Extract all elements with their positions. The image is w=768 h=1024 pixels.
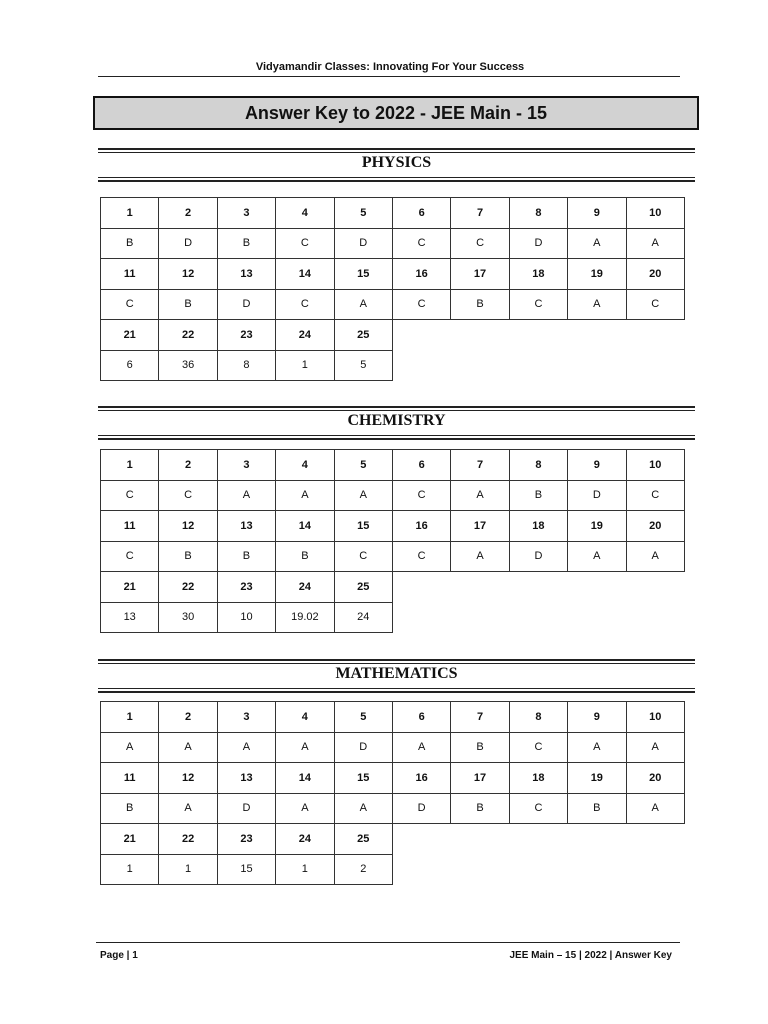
question-number-cell: 1: [101, 198, 159, 229]
question-number-cell: 23: [217, 320, 275, 351]
answer-cell: D: [392, 793, 450, 824]
answer-row: [101, 480, 685, 511]
answer-row: [101, 602, 685, 633]
answer-cell: A: [334, 793, 392, 824]
empty-cell: [568, 602, 626, 633]
question-number-cell: 8: [509, 702, 567, 733]
question-number-cell: 15: [334, 763, 392, 794]
question-number-cell: 14: [276, 259, 334, 290]
answer-row: [101, 732, 685, 763]
answer-cell: D: [334, 228, 392, 259]
section-header-mathematics: [98, 659, 695, 693]
empty-cell: [568, 572, 626, 603]
answer-cell: D: [217, 793, 275, 824]
question-number-cell: 21: [101, 824, 159, 855]
question-number-cell: 10: [626, 450, 684, 481]
answer-cell: B: [568, 793, 626, 824]
answer-cell: A: [568, 541, 626, 572]
section-header-chemistry: [98, 406, 695, 440]
answer-row: [101, 228, 685, 259]
answer-cell: 1: [159, 854, 217, 885]
question-number-row: [101, 511, 685, 542]
question-number-cell: 10: [626, 702, 684, 733]
answer-cell: D: [159, 228, 217, 259]
question-number-cell: 25: [334, 824, 392, 855]
answer-cell: 19.02: [276, 602, 334, 633]
question-number-cell: 12: [159, 259, 217, 290]
question-number-cell: 6: [392, 450, 450, 481]
question-number-cell: 11: [101, 511, 159, 542]
answer-cell: C: [509, 289, 567, 320]
answer-cell: A: [626, 793, 684, 824]
question-number-cell: 17: [451, 763, 509, 794]
answer-cell: B: [451, 289, 509, 320]
answer-cell: C: [276, 228, 334, 259]
question-number-cell: 3: [217, 702, 275, 733]
question-number-cell: 8: [509, 198, 567, 229]
answer-cell: C: [509, 793, 567, 824]
answer-cell: 36: [159, 350, 217, 381]
empty-cell: [392, 824, 450, 855]
answer-cell: C: [509, 732, 567, 763]
question-number-cell: 1: [101, 702, 159, 733]
answer-cell: 1: [276, 350, 334, 381]
answer-cell: D: [509, 228, 567, 259]
empty-cell: [392, 602, 450, 633]
answer-cell: A: [334, 289, 392, 320]
question-number-cell: 12: [159, 763, 217, 794]
question-number-cell: 23: [217, 824, 275, 855]
page-number: Page | 1: [100, 950, 138, 961]
question-number-cell: 18: [509, 763, 567, 794]
answer-cell: A: [101, 732, 159, 763]
question-number-cell: 12: [159, 511, 217, 542]
empty-cell: [451, 602, 509, 633]
answer-cell: D: [509, 541, 567, 572]
question-number-cell: 7: [451, 450, 509, 481]
question-number-cell: 13: [217, 259, 275, 290]
question-number-cell: 21: [101, 572, 159, 603]
answer-row: [101, 793, 685, 824]
question-number-cell: 6: [392, 198, 450, 229]
empty-cell: [626, 602, 684, 633]
question-number-row: [101, 572, 685, 603]
empty-cell: [392, 854, 450, 885]
empty-cell: [392, 350, 450, 381]
answer-row: [101, 854, 685, 885]
answer-cell: D: [568, 480, 626, 511]
question-number-cell: 16: [392, 511, 450, 542]
question-number-cell: 5: [334, 450, 392, 481]
question-number-cell: 24: [276, 824, 334, 855]
footer-doc-label: JEE Main – 15 | 2022 | Answer Key: [509, 950, 672, 961]
answer-cell: B: [276, 541, 334, 572]
empty-cell: [509, 572, 567, 603]
physics-answer-table: [100, 197, 685, 381]
question-number-cell: 25: [334, 320, 392, 351]
header-divider: [98, 76, 680, 77]
mathematics-answer-table: [100, 701, 685, 885]
question-number-row: [101, 259, 685, 290]
question-number-cell: 20: [626, 763, 684, 794]
answer-cell: A: [568, 289, 626, 320]
empty-cell: [509, 602, 567, 633]
question-number-cell: 25: [334, 572, 392, 603]
answer-cell: A: [451, 541, 509, 572]
answer-cell: C: [392, 541, 450, 572]
answer-cell: A: [276, 793, 334, 824]
section-header-physics: [98, 148, 695, 182]
question-number-cell: 21: [101, 320, 159, 351]
chemistry-answer-table: [100, 449, 685, 633]
question-number-cell: 18: [509, 511, 567, 542]
answer-cell: A: [276, 480, 334, 511]
section-rule: [98, 406, 695, 411]
answer-cell: B: [217, 228, 275, 259]
section-rule: [98, 688, 695, 693]
question-number-row: [101, 198, 685, 229]
empty-cell: [568, 350, 626, 381]
answer-cell: A: [217, 480, 275, 511]
answer-cell: 13: [101, 602, 159, 633]
answer-cell: C: [334, 541, 392, 572]
answer-cell: 1: [101, 854, 159, 885]
answer-cell: C: [392, 480, 450, 511]
answer-cell: C: [101, 480, 159, 511]
answer-cell: 2: [334, 854, 392, 885]
empty-cell: [451, 854, 509, 885]
question-number-cell: 2: [159, 702, 217, 733]
question-number-cell: 13: [217, 511, 275, 542]
answer-cell: C: [101, 289, 159, 320]
section-title: MATHEMATICS: [335, 665, 458, 682]
question-number-cell: 10: [626, 198, 684, 229]
answer-cell: A: [626, 732, 684, 763]
answer-cell: B: [101, 228, 159, 259]
empty-cell: [568, 824, 626, 855]
question-number-cell: 4: [276, 450, 334, 481]
answer-cell: B: [159, 541, 217, 572]
question-number-cell: 3: [217, 450, 275, 481]
answer-cell: 6: [101, 350, 159, 381]
question-number-cell: 14: [276, 511, 334, 542]
empty-cell: [451, 572, 509, 603]
answer-cell: C: [626, 480, 684, 511]
question-number-row: [101, 824, 685, 855]
answer-cell: C: [626, 289, 684, 320]
question-number-cell: 2: [159, 450, 217, 481]
answer-cell: A: [276, 732, 334, 763]
answer-cell: 30: [159, 602, 217, 633]
empty-cell: [626, 854, 684, 885]
answer-cell: 24: [334, 602, 392, 633]
question-number-cell: 22: [159, 824, 217, 855]
empty-cell: [392, 320, 450, 351]
question-number-row: [101, 702, 685, 733]
section-rule: [98, 659, 695, 664]
answer-cell: C: [392, 228, 450, 259]
empty-cell: [509, 824, 567, 855]
question-number-cell: 9: [568, 450, 626, 481]
question-number-cell: 15: [334, 511, 392, 542]
answer-cell: B: [509, 480, 567, 511]
question-number-row: [101, 763, 685, 794]
question-number-cell: 7: [451, 702, 509, 733]
answer-cell: B: [451, 732, 509, 763]
answer-cell: A: [392, 732, 450, 763]
question-number-cell: 23: [217, 572, 275, 603]
empty-cell: [626, 350, 684, 381]
answer-cell: B: [217, 541, 275, 572]
question-number-cell: 17: [451, 259, 509, 290]
empty-cell: [626, 824, 684, 855]
answer-cell: C: [392, 289, 450, 320]
question-number-cell: 9: [568, 702, 626, 733]
answer-cell: B: [101, 793, 159, 824]
empty-cell: [568, 854, 626, 885]
answer-cell: A: [626, 541, 684, 572]
answer-cell: C: [159, 480, 217, 511]
answer-cell: A: [159, 732, 217, 763]
question-number-cell: 19: [568, 259, 626, 290]
document-title: Answer Key to 2022 - JEE Main - 15: [93, 96, 699, 130]
empty-cell: [392, 572, 450, 603]
question-number-cell: 18: [509, 259, 567, 290]
empty-cell: [626, 320, 684, 351]
empty-cell: [509, 350, 567, 381]
answer-cell: A: [159, 793, 217, 824]
question-number-cell: 7: [451, 198, 509, 229]
question-number-cell: 16: [392, 763, 450, 794]
answer-cell: A: [334, 480, 392, 511]
empty-cell: [568, 320, 626, 351]
question-number-cell: 14: [276, 763, 334, 794]
section-rule: [98, 177, 695, 182]
page-header: Vidyamandir Classes: Innovating For Your Success: [255, 61, 525, 73]
question-number-cell: 2: [159, 198, 217, 229]
answer-cell: B: [451, 793, 509, 824]
question-number-cell: 24: [276, 320, 334, 351]
question-number-cell: 19: [568, 511, 626, 542]
answer-row: [101, 350, 685, 381]
empty-cell: [451, 350, 509, 381]
question-number-cell: 5: [334, 198, 392, 229]
question-number-cell: 20: [626, 511, 684, 542]
empty-cell: [509, 854, 567, 885]
answer-cell: D: [217, 289, 275, 320]
question-number-cell: 5: [334, 702, 392, 733]
empty-cell: [626, 572, 684, 603]
answer-cell: A: [568, 732, 626, 763]
question-number-row: [101, 450, 685, 481]
answer-cell: A: [451, 480, 509, 511]
question-number-cell: 6: [392, 702, 450, 733]
section-rule: [98, 435, 695, 440]
answer-row: [101, 289, 685, 320]
footer-divider: [96, 942, 680, 943]
question-number-cell: 16: [392, 259, 450, 290]
question-number-cell: 11: [101, 763, 159, 794]
answer-cell: B: [159, 289, 217, 320]
answer-cell: A: [568, 228, 626, 259]
empty-cell: [509, 320, 567, 351]
question-number-cell: 4: [276, 702, 334, 733]
answer-cell: C: [451, 228, 509, 259]
section-title: CHEMISTRY: [347, 412, 446, 429]
question-number-cell: 24: [276, 572, 334, 603]
empty-cell: [451, 320, 509, 351]
answer-cell: 5: [334, 350, 392, 381]
section-title: PHYSICS: [361, 154, 432, 171]
question-number-cell: 22: [159, 320, 217, 351]
answer-cell: C: [101, 541, 159, 572]
empty-cell: [451, 824, 509, 855]
answer-cell: A: [626, 228, 684, 259]
question-number-cell: 20: [626, 259, 684, 290]
question-number-row: [101, 320, 685, 351]
question-number-cell: 8: [509, 450, 567, 481]
question-number-cell: 1: [101, 450, 159, 481]
answer-cell: 1: [276, 854, 334, 885]
section-rule: [98, 148, 695, 153]
answer-cell: 8: [217, 350, 275, 381]
question-number-cell: 11: [101, 259, 159, 290]
answer-cell: C: [276, 289, 334, 320]
question-number-cell: 15: [334, 259, 392, 290]
question-number-cell: 13: [217, 763, 275, 794]
question-number-cell: 4: [276, 198, 334, 229]
question-number-cell: 19: [568, 763, 626, 794]
question-number-cell: 22: [159, 572, 217, 603]
question-number-cell: 17: [451, 511, 509, 542]
answer-cell: D: [334, 732, 392, 763]
answer-cell: 15: [217, 854, 275, 885]
question-number-cell: 3: [217, 198, 275, 229]
answer-row: [101, 541, 685, 572]
answer-cell: A: [217, 732, 275, 763]
answer-cell: 10: [217, 602, 275, 633]
question-number-cell: 9: [568, 198, 626, 229]
